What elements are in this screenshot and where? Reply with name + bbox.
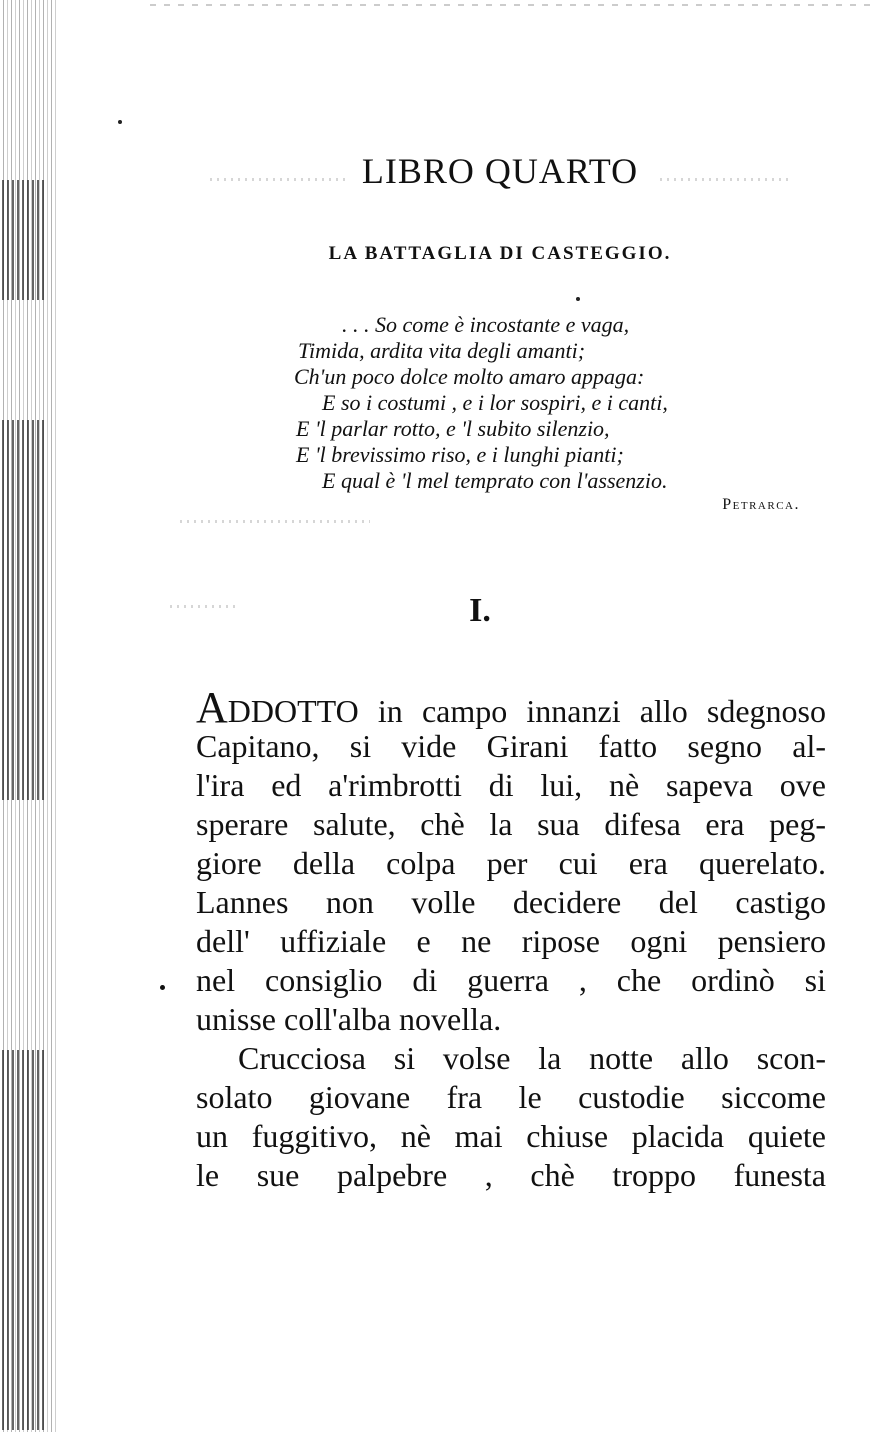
paragraph-line: unisse coll'alba novella. <box>196 1001 502 1037</box>
epigraph-line: E 'l brevissimo riso, e i lunghi pianti; <box>296 442 624 467</box>
paragraph-line: Crucciosa si volse la notte allo scon- <box>238 1040 826 1076</box>
epigraph-attribution: Petrarca. <box>722 496 800 513</box>
section-number: I. <box>469 592 491 629</box>
binding-shadow-bottom <box>2 1050 46 1430</box>
paragraph-line: Lannes non volle decidere del castigo <box>196 884 826 920</box>
scan-noise <box>180 520 370 523</box>
chapter-title: LIBRO QUARTO <box>361 151 639 191</box>
epigraph-line: Ch'un poco dolce molto amaro appaga: <box>294 364 645 389</box>
paragraph-line: l'ira ed a'rimbrotti di lui, nè sapeva ove <box>196 767 826 803</box>
paragraph-line: le sue palpebre , chè troppo funesta <box>196 1157 826 1193</box>
scan-speck <box>118 120 122 124</box>
paragraph-line: dell' uffiziale e ne ripose ogni pensiero <box>196 923 826 959</box>
paragraph-line <box>196 683 826 732</box>
margin-mark <box>160 985 165 990</box>
binding-shadow-top <box>2 180 46 300</box>
scan-noise <box>170 605 240 608</box>
paragraph-line: giore della colpa per cui era querelato. <box>196 845 826 881</box>
paragraph-line: nel consiglio di guerra , che ordinò si <box>196 962 826 998</box>
paragraph-line: solato giovane fra le custodie siccome <box>196 1079 826 1115</box>
epigraph-line: E qual è 'l mel temprato con l'assenzio. <box>322 468 668 493</box>
paragraph-line: un fuggitivo, nè mai chiuse placida quiete <box>196 1118 826 1154</box>
paragraph-line: sperare salute, chè la sua difesa era peg- <box>196 806 826 842</box>
drop-cap: A <box>196 683 228 732</box>
epigraph-line: E 'l parlar rotto, e 'l subito silenzio, <box>296 416 610 441</box>
epigraph-line: . . . So come è incostante e vaga, <box>342 312 630 337</box>
chapter-subtitle: LA BATTAGLIA DI CASTEGGIO. <box>328 243 672 264</box>
epigraph-line: Timida, ardita vita degli amanti; <box>298 338 586 363</box>
epigraph <box>290 312 830 494</box>
scan-speck <box>576 297 580 301</box>
binding-shadow-middle <box>2 420 46 800</box>
paragraph-line: Capitano, si vide Girani fatto segno al- <box>196 728 826 764</box>
paragraph-line-text: DDOTTO in campo innanzi allo sdegnoso <box>227 693 826 729</box>
epigraph-line: E so i costumi , e i lor sospiri, e i canti, <box>322 390 668 415</box>
page-top-edge <box>150 4 871 6</box>
body-text <box>196 683 826 1195</box>
